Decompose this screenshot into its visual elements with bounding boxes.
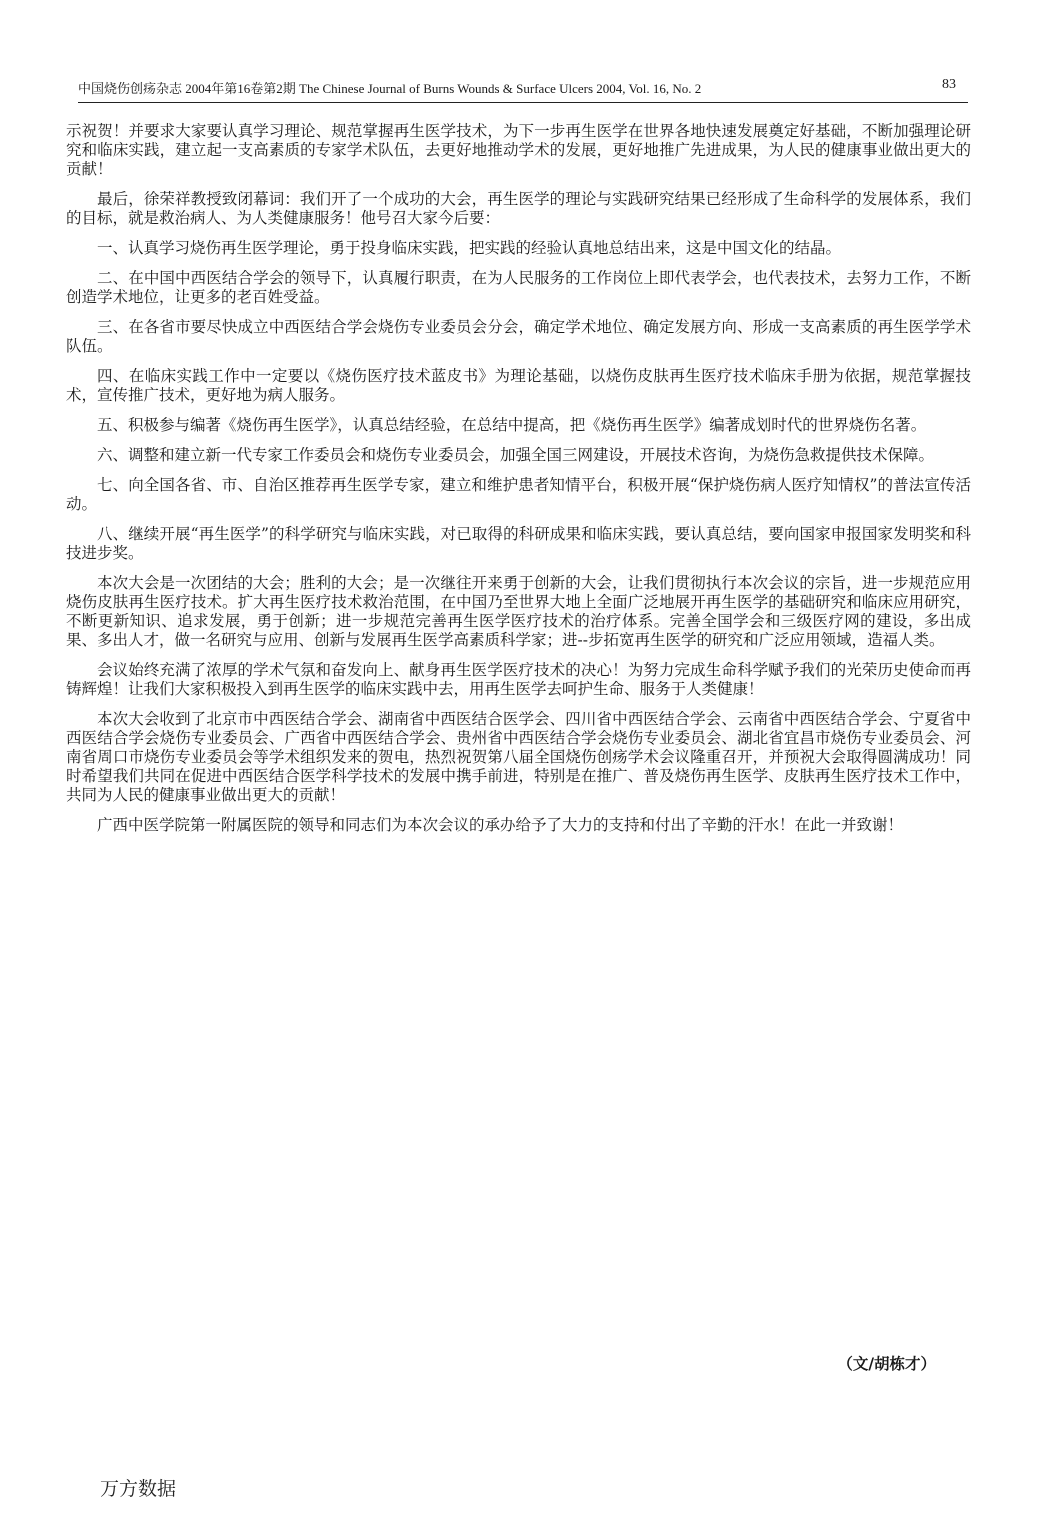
paragraph-congratulations: 本次大会收到了北京市中西医结合学会、湖南省中西医结合医学会、四川省中西医结合学会、云南省中西医结合学会、宁夏省中西医结合学会烧伤专业委员会、广西省中西医结合学会、贵州省中西医结合学会烧伤专业委员会、湖北省宜昌市烧伤专业委员会、河南省周口市烧伤专业委员会等学术组织发来的贺电，热烈祝贺第八届全国烧伤创疡学术会议隆重召开，并预祝大会取得圆满成功！同时希望我们共同在促进中西医结合医学科学技术的发展中携手前进，特别是在推广、普及烧伤再生医学、皮肤再生医疗技术工作中，共同为人民的健康事业做出更大的贡献！ bbox=[66, 710, 971, 804]
author-signature: （文/胡栋才） bbox=[837, 1354, 936, 1373]
paragraph-closing-speech: 最后，徐荣祥教授致闭幕词：我们开了一个成功的大会，再生医学的理论与实践研究结果已经形成了生命科学的发展体系，我们的目标，就是救治病人、为人类健康服务！他号召大家今后要： bbox=[66, 190, 971, 227]
paragraph-conference-summary: 本次大会是一次团结的大会；胜利的大会；是一次继往开来勇于创新的大会，让我们贯彻执行本次会议的宗旨，进一步规范应用烧伤皮肤再生医疗技术。扩大再生医疗技术救治范围，在中国乃至世界大地上全面广泛地展开再生医学的基础研究和临床应用研究，不断更新知识、追求发展，勇于创新；进一步规范完善再生医学医疗技术的治疗体系。完善全国学会和三级医疗网的建设，多出成果、多出人才，做一名研究与应用、创新与发展再生医学高素质科学家；进--步拓宽再生医学的研究和广泛应用领域，造福人类。 bbox=[66, 574, 971, 649]
paragraph-continued: 示祝贺！并要求大家要认真学习理论、规范掌握再生医学技术，为下一步再生医学在世界各地快速发展奠定好基础，不断加强理论研究和临床实践，建立起一支高素质的专家学术队伍，去更好地推动学术的发展，更好地推广先进成果，为人民的健康事业做出更大的贡献！ bbox=[66, 122, 971, 178]
paragraph-item-7: 七、向全国各省、市、自治区推荐再生医学专家，建立和维护患者知情平台，积极开展“保护烧伤病人医疗知情权”的普法宣传活动。 bbox=[66, 476, 971, 513]
page-number: 83 bbox=[942, 77, 956, 92]
paragraph-item-8: 八、继续开展“再生医学”的科学研究与临床实践，对已取得的科研成果和临床实践，要认真总结，要向国家申报国家发明奖和科技进步奖。 bbox=[66, 525, 971, 562]
paragraph-item-6: 六、调整和建立新一代专家工作委员会和烧伤专业委员会，加强全国三网建设，开展技术咨询，为烧伤急救提供技术保障。 bbox=[97, 446, 935, 464]
paragraph-item-1: 一、认真学习烧伤再生医学理论，勇于投身临床实践，把实践的经验认真地总结出来，这是中国文化的结晶。 bbox=[97, 239, 842, 257]
paragraph-conference-spirit: 会议始终充满了浓厚的学术气氛和奋发向上、献身再生医学医疗技术的决心！为努力完成生命科学赋予我们的光荣历史使命而再铸辉煌！让我们大家积极投入到再生医学的临床实践中去，用再生医学去呵护生命、服务于人类健康！ bbox=[66, 661, 971, 698]
paragraph-item-3: 三、在各省市要尽快成立中西医结合学会烧伤专业委员会分会，确定学术地位、确定发展方向、形成一支高素质的再生医学学术队伍。 bbox=[66, 318, 971, 355]
watermark: 万方数据 bbox=[100, 1478, 177, 1500]
running-header bbox=[78, 78, 968, 103]
journal-running-title: 中国烧伤创疡杂志 2004年第16卷第2期 The Chinese Journal of Burns Wounds & Surface Ulcers 2004, Vol. 16, No. 2 bbox=[78, 81, 702, 96]
paragraph-item-5: 五、积极参与编著《烧伤再生医学》，认真总结经验，在总结中提高，把《烧伤再生医学》编著成划时代的世界烧伤名著。 bbox=[97, 416, 927, 434]
article-body bbox=[66, 122, 971, 846]
paragraph-item-2: 二、在中国中西医结合学会的领导下，认真履行职责，在为人民服务的工作岗位上即代表学会，也代表技术，去努力工作，不断创造学术地位，让更多的老百姓受益。 bbox=[66, 269, 971, 306]
paragraph-acknowledgement: 广西中医学院第一附属医院的领导和同志们为本次会议的承办给予了大力的支持和付出了辛勤的汗水！在此一并致谢！ bbox=[97, 816, 904, 834]
paragraph-item-4: 四、在临床实践工作中一定要以《烧伤医疗技术蓝皮书》为理论基础，以烧伤皮肤再生医疗技术临床手册为依据，规范掌握技术，宣传推广技术，更好地为病人服务。 bbox=[66, 367, 971, 404]
